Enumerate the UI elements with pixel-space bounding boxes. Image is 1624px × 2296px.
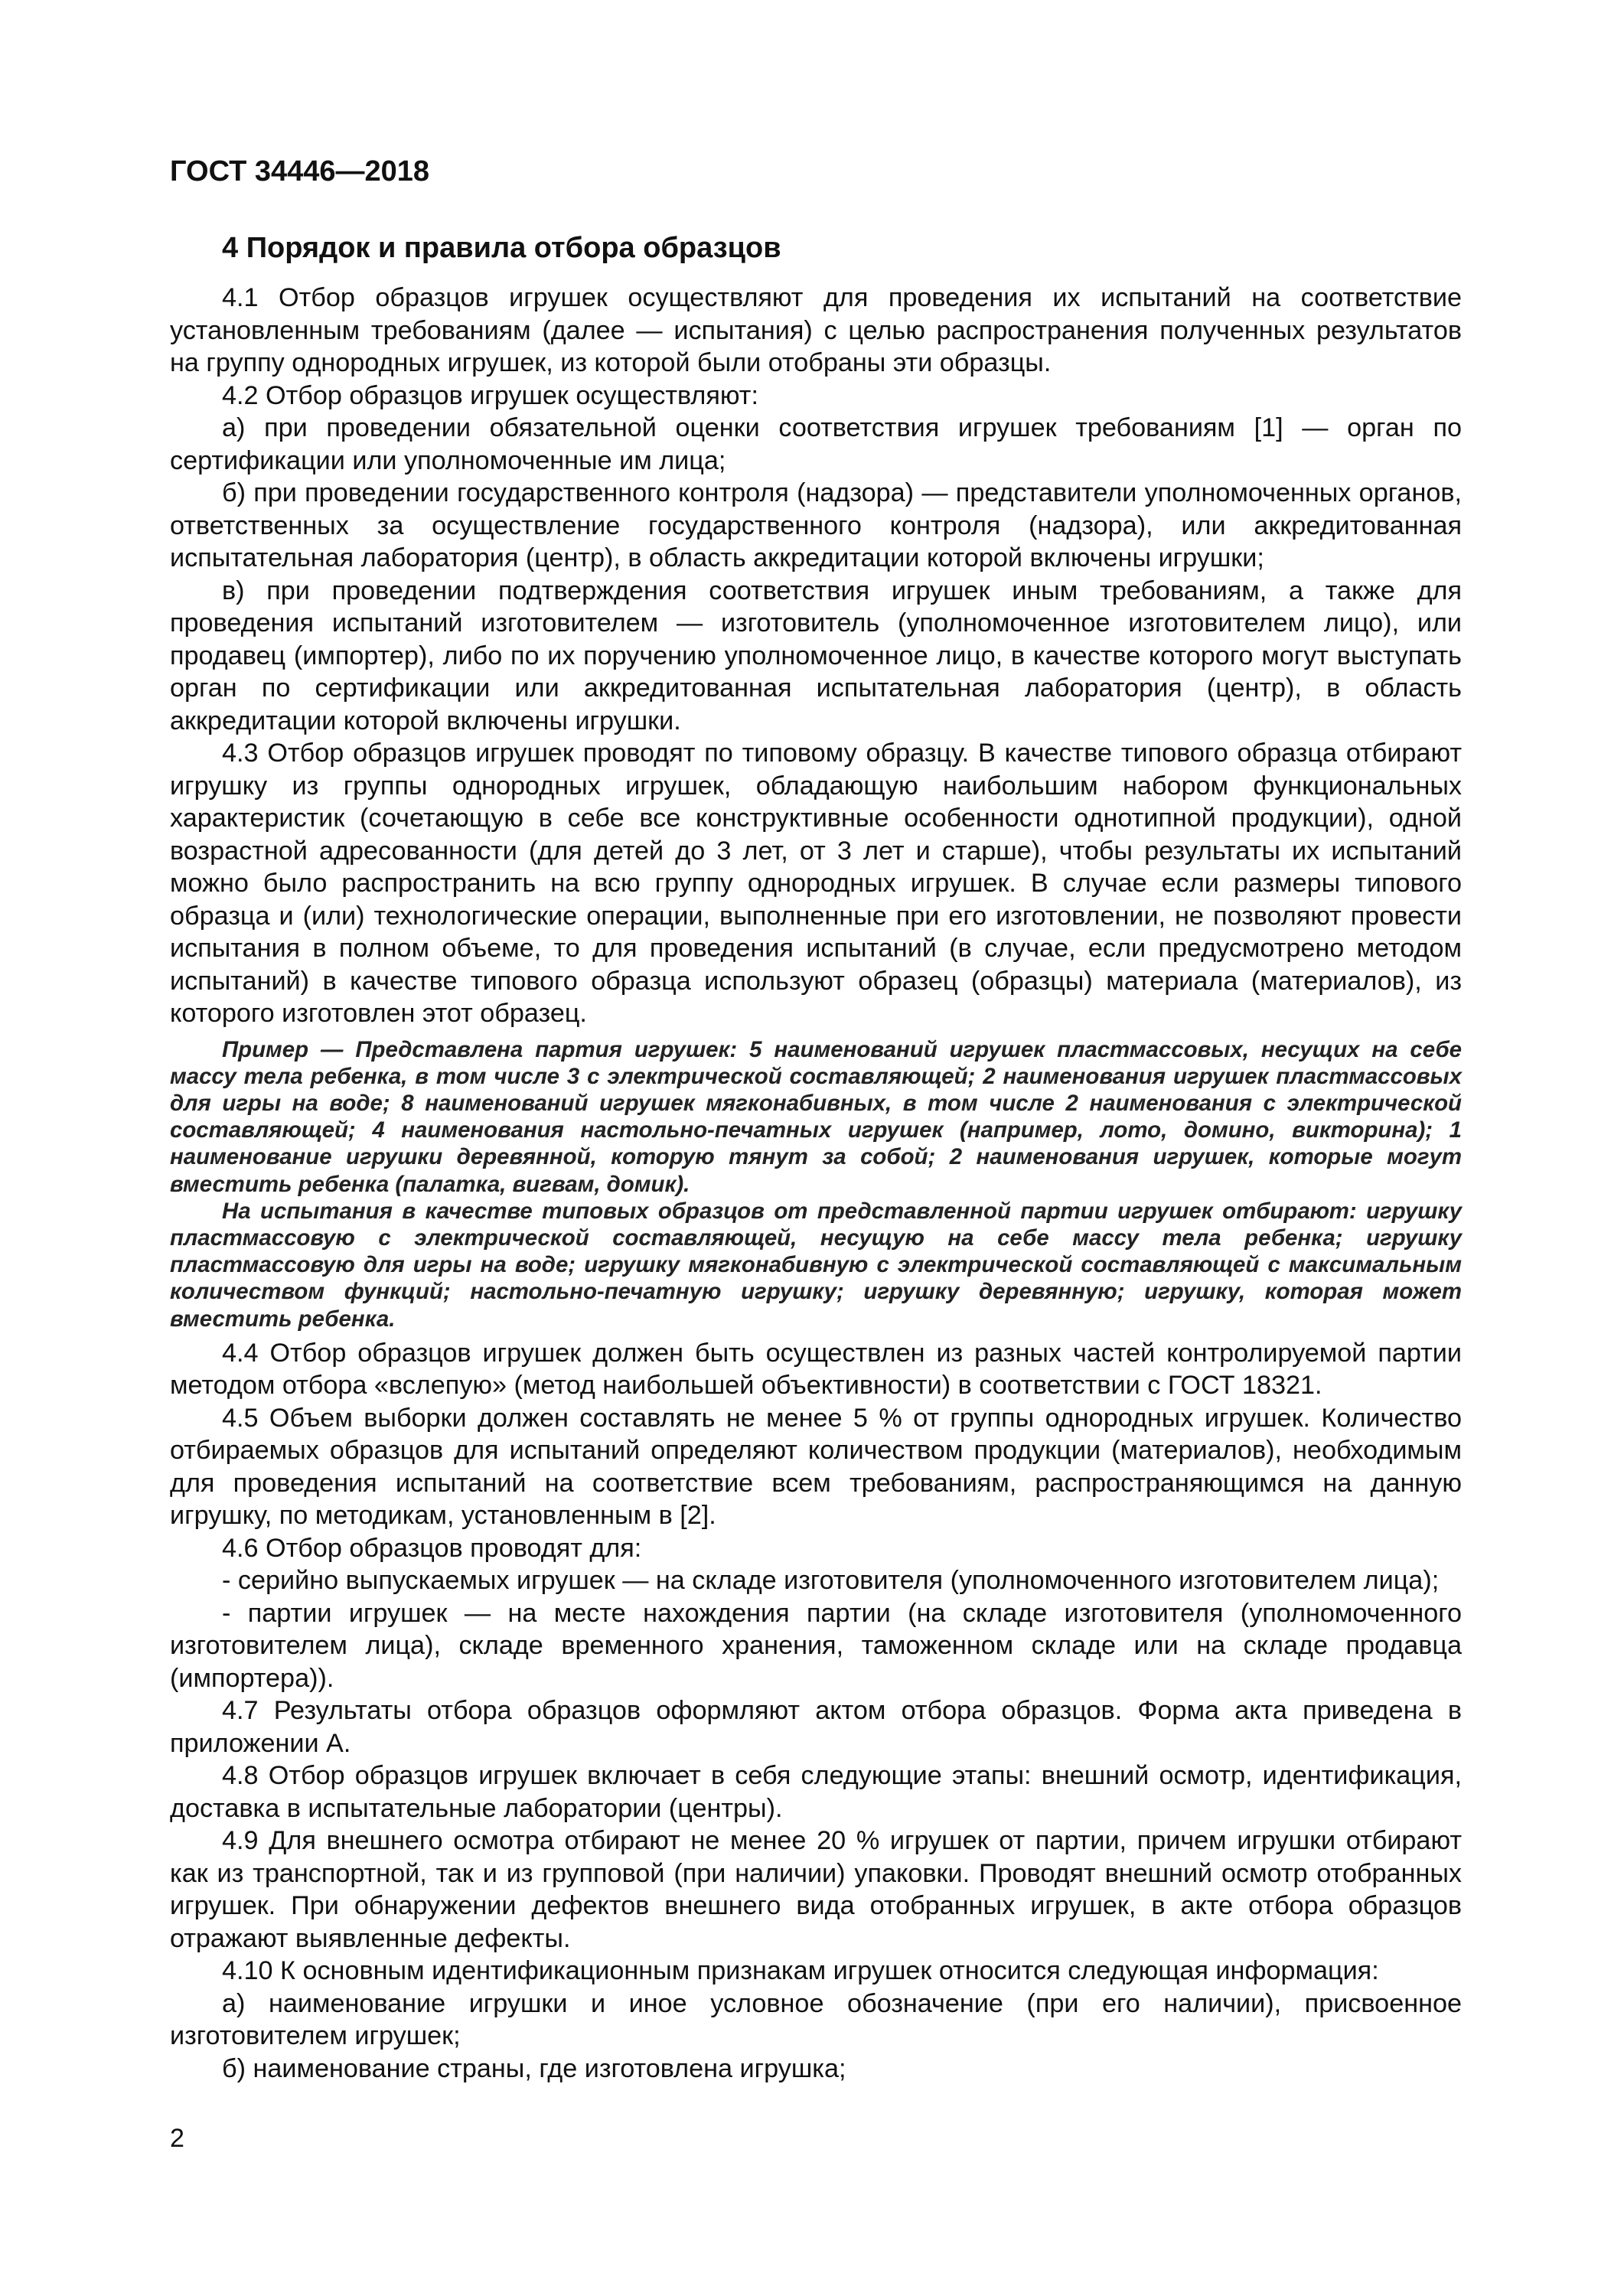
paragraph-4-8: 4.8 Отбор образцов игрушек включает в себя следующие этапы: внешний осмотр, идентификация, доставка в испытательные лаборатории (центры). [170,1761,1462,1823]
example-text-2: На испытания в качестве типовых образцов от представленной партии игрушек отбирают: игрушку пластмассовую с электрической составляющей, несущую на себе массу тела ребенка; игрушку пластмассовую для игры на воде; игрушку мягконабивную с электрической составляющей с максимальным количеством функций; настольно-печатную игрушку; игрушку деревянную; игрушку, которая может вместить ребенка. [170,1198,1462,1332]
document-code: ГОСТ 34446—2018 [170,155,430,188]
paragraph-4-6-item-1: - серийно выпускаемых игрушек — на складе изготовителя (уполномоченного изготовителем лица); [222,1566,1440,1596]
paragraph-4-10-b: б) наименование страны, где изготовлена игрушка; [222,2053,846,2083]
document-body [170,282,1462,2085]
paragraph-4-7: 4.7 Результаты отбора образцов оформляют актом отбора образцов. Форма акта приведена в приложении А. [170,1696,1462,1758]
paragraph-4-2-a: а) при проведении обязательной оценки соответствия игрушек требованиям [1] — орган по сертификации или уполномоченные им лица; [170,413,1462,475]
page-number: 2 [170,2124,184,2153]
paragraph-4-2: 4.2 Отбор образцов игрушек осуществляют: [222,380,758,410]
paragraph-4-10: 4.10 К основным идентификационным признакам игрушек относится следующая информация: [222,1956,1379,1986]
section-title: 4 Порядок и правила отбора образцов [222,232,781,264]
paragraph-4-9: 4.9 Для внешнего осмотра отбирают не менее 20 % игрушек от партии, причем игрушки отбирают как из транспортной, так и из групповой (при наличии) упаковки. Проводят внешний осмотр отобранных игрушек. При обнаружении дефектов внешнего вида отобранных игрушек, в акте отбора образцов отражают выявленные дефекты. [170,1826,1462,1953]
paragraph-4-3: 4.3 Отбор образцов игрушек проводят по типовому образцу. В качестве типового образца отбирают игрушку из группы однородных игрушек, обладающую наибольшим набором функциональных характеристик (сочетающую в себе все конструктивные особенности однотипной продукции), одной возрастной адресованности (для детей до 3 лет, от 3 лет и старше), чтобы результаты их испытаний можно было распространить на всю группу однородных игрушек. В случае если размеры типового образца и (или) технологические операции, выполненные при его изготовлении, не позволяют провести испытания в полном объеме, то для проведения испытаний (в случае, если предусмотрено методом испытаний) в качестве типового образца используют образец (образцы) материала (материалов), из которого изготовлен этот образец. [170,739,1462,1028]
paragraph-4-4: 4.4 Отбор образцов игрушек должен быть осуществлен из разных частей контролируемой партии методом отбора «вслепую» (метод наибольшей объективности) в соответствии с ГОСТ 18321. [170,1338,1462,1401]
paragraph-4-5: 4.5 Объем выборки должен составлять не менее 5 % от группы однородных игрушек. Количество отбираемых образцов для испытаний определяют количеством продукции (материалов), необходимым для проведения испытаний на соответствие всем требованиям, распространяющимся на данную игрушку, по методикам, установленным в [2]. [170,1403,1462,1531]
example-text-1: Пример — Представлена партия игрушек: 5 наименований игрушек пластмассовых, несущих на себе массу тела ребенка, в том числе 3 с электрической составляющей; 2 наименования игрушек пластмассовых для игры на воде; 8 наименований игрушек мягконабивных, в том числе 2 наименования с электрической составляющей; 4 наименования настольно-печатных игрушек (например, лото, домино, викторина); 1 наименование игрушки деревянной, которую тянут за собой; 2 наименования игрушек, которые могут вместить ребенка (палатка, вигвам, домик). [170,1036,1462,1197]
paragraph-4-10-a: а) наименование игрушки и иное условное обозначение (при его наличии), присвоенное изготовителем игрушек; [170,1988,1462,2051]
paragraph-4-6-item-2: - партии игрушек — на месте нахождения партии (на складе изготовителя (уполномоченного изготовителем лица), складе временного хранения, таможенном складе или на складе продавца (импортера)). [170,1598,1462,1693]
paragraph-4-6: 4.6 Отбор образцов проводят для: [222,1533,642,1563]
paragraph-4-2-b: б) при проведении государственного контроля (надзора) — представители уполномоченных органов, ответственных за осуществление государственного контроля (надзора), или аккредитованная испытательная лаборатория (центр), в область аккредитации которой включены игрушки; [170,478,1462,572]
paragraph-4-1: 4.1 Отбор образцов игрушек осуществляют для проведения их испытаний на соответствие установленным требованиям (далее — испытания) с целью распространения полученных результатов на группу однородных игрушек, из которой были отобраны эти образцы. [170,283,1462,377]
paragraph-4-2-v: в) при проведении подтверждения соответствия игрушек иным требованиям, а также для проведения испытаний изготовителем — изготовитель (уполномоченное изготовителем лицо), или продавец (импортер), либо по их поручению уполномоченное лицо, в качестве которого могут выступать орган по сертификации или аккредитованная испытательная лаборатория (центр), в область аккредитации которой включены игрушки. [170,576,1462,735]
